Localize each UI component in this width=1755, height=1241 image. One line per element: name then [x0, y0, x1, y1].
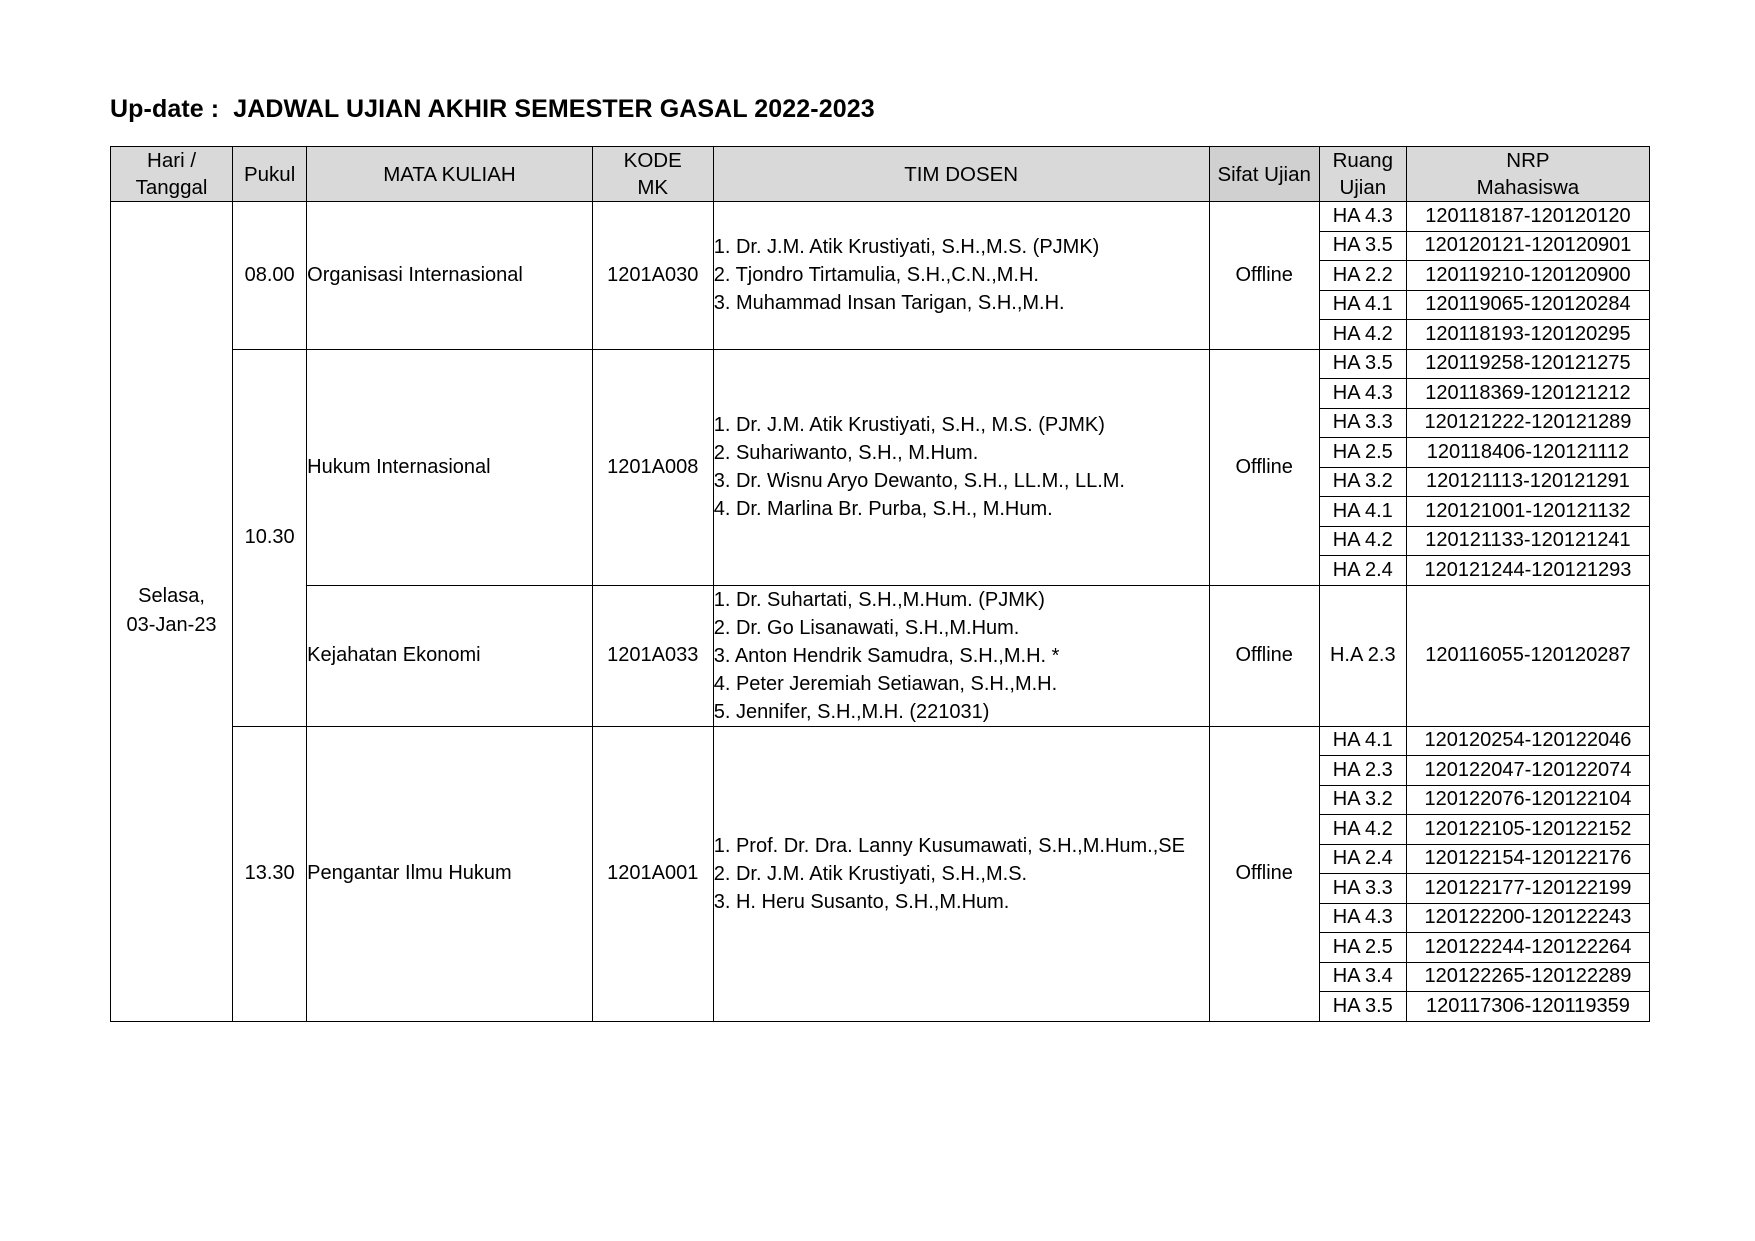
cell-ruang-ujian: HA 2.2 — [1319, 261, 1406, 291]
table-row — [111, 726, 1650, 756]
cell-ruang-ujian: HA 4.2 — [1319, 320, 1406, 350]
header-kode-line2: MK — [637, 176, 669, 200]
cell-nrp-mahasiswa: 120120121-120120901 — [1406, 231, 1649, 261]
cell-ruang-ujian: HA 3.2 — [1319, 785, 1406, 815]
cell-nrp-mahasiswa: 120122076-120122104 — [1406, 785, 1649, 815]
cell-nrp-mahasiswa: 120122200-120122243 — [1406, 903, 1649, 933]
dosen-line: 1. Dr. Suhartati, S.H.,M.Hum. (PJMK) — [713, 588, 1045, 611]
cell-ruang-ujian: HA 4.1 — [1319, 290, 1406, 320]
column-header-nrp-mahasiswa — [1406, 147, 1649, 202]
dosen-line: 3. Dr. Wisnu Aryo Dewanto, S.H., LL.M., LL.M. — [713, 470, 1125, 493]
dosen-line: 1. Dr. J.M. Atik Krustiyati, S.H., M.S. (PJMK) — [713, 414, 1105, 437]
cell-tim-dosen — [713, 585, 1209, 726]
cell-tim-dosen — [713, 202, 1209, 350]
cell-mata-kuliah: Hukum Internasional — [307, 349, 593, 585]
table-row — [111, 585, 1650, 726]
cell-mata-kuliah: Organisasi Internasional — [307, 202, 593, 350]
cell-nrp-mahasiswa: 120118187-120120120 — [1406, 202, 1649, 232]
cell-ruang-ujian: HA 4.1 — [1319, 726, 1406, 756]
cell-tim-dosen — [713, 349, 1209, 585]
cell-sifat-ujian: Offline — [1209, 585, 1319, 726]
column-header-mata-kuliah: MATA KULIAH — [307, 147, 593, 202]
cell-nrp-mahasiswa: 120121244-120121293 — [1406, 556, 1649, 586]
page-title — [110, 95, 1655, 124]
cell-nrp-mahasiswa: 120119210-120120900 — [1406, 261, 1649, 291]
column-header-kode-mk — [592, 147, 713, 202]
cell-kode-mk: 1201A030 — [592, 202, 713, 350]
cell-pukul: 08.00 — [233, 202, 307, 350]
column-header-hari-tanggal — [111, 147, 233, 202]
header-nrp-line1: NRP — [1506, 149, 1550, 172]
header-ruang-line2: Ujian — [1339, 176, 1387, 200]
cell-nrp-mahasiswa: 120122105-120122152 — [1406, 815, 1649, 845]
cell-hari-tanggal — [111, 202, 233, 1022]
cell-sifat-ujian: Offline — [1209, 349, 1319, 585]
cell-ruang-ujian: H.A 2.3 — [1319, 585, 1406, 726]
cell-nrp-mahasiswa: 120121001-120121132 — [1406, 497, 1649, 527]
cell-nrp-mahasiswa: 120122047-120122074 — [1406, 756, 1649, 786]
header-hari-line2: Tanggal — [135, 176, 208, 200]
cell-ruang-ujian: HA 4.3 — [1319, 903, 1406, 933]
cell-kode-mk: 1201A001 — [592, 726, 713, 1021]
cell-nrp-mahasiswa: 120121133-120121241 — [1406, 526, 1649, 556]
cell-nrp-mahasiswa: 120119258-120121275 — [1406, 349, 1649, 379]
dosen-line: 3. Muhammad Insan Tarigan, S.H.,M.H. — [713, 292, 1065, 315]
cell-ruang-ujian: HA 3.5 — [1319, 231, 1406, 261]
cell-ruang-ujian: HA 4.3 — [1319, 202, 1406, 232]
dosen-line: 3. Anton Hendrik Samudra, S.H.,M.H. * — [713, 644, 1060, 667]
cell-ruang-ujian: HA 3.5 — [1319, 992, 1406, 1022]
cell-nrp-mahasiswa: 120117306-120119359 — [1406, 992, 1649, 1022]
dosen-line: 1. Prof. Dr. Dra. Lanny Kusumawati, S.H.,M.Hum.,SE — [713, 834, 1185, 857]
cell-nrp-mahasiswa: 120121222-120121289 — [1406, 408, 1649, 438]
table-row — [111, 202, 1650, 232]
table-header — [111, 147, 1650, 202]
dosen-line: 5. Jennifer, S.H.,M.H. (221031) — [713, 700, 990, 723]
cell-pukul: 13.30 — [233, 726, 307, 1021]
cell-kode-mk: 1201A008 — [592, 349, 713, 585]
cell-nrp-mahasiswa: 120118369-120121212 — [1406, 379, 1649, 409]
dosen-line: 2. Dr. J.M. Atik Krustiyati, S.H.,M.S. — [713, 862, 1028, 885]
cell-nrp-mahasiswa: 120118406-120121112 — [1406, 438, 1649, 468]
table-body — [111, 202, 1650, 1022]
table-row — [111, 349, 1650, 379]
cell-nrp-mahasiswa: 120122244-120122264 — [1406, 933, 1649, 963]
cell-ruang-ujian: HA 4.2 — [1319, 815, 1406, 845]
header-kode-line1: KODE — [623, 149, 682, 172]
cell-tim-dosen — [713, 726, 1209, 1021]
column-header-sifat-ujian: Sifat Ujian — [1209, 147, 1319, 202]
column-header-ruang-ujian — [1319, 147, 1406, 202]
dosen-line: 2. Suhariwanto, S.H., M.Hum. — [713, 442, 979, 465]
cell-nrp-mahasiswa: 120122154-120122176 — [1406, 844, 1649, 874]
cell-nrp-mahasiswa: 120116055-120120287 — [1406, 585, 1649, 726]
cell-ruang-ujian: HA 3.4 — [1319, 962, 1406, 992]
header-ruang-line1: Ruang — [1332, 149, 1393, 172]
cell-mata-kuliah: Kejahatan Ekonomi — [307, 585, 593, 726]
cell-nrp-mahasiswa: 120120254-120122046 — [1406, 726, 1649, 756]
cell-sifat-ujian: Offline — [1209, 202, 1319, 350]
dosen-line: 4. Dr. Marlina Br. Purba, S.H., M.Hum. — [713, 498, 1053, 521]
cell-nrp-mahasiswa: 120122265-120122289 — [1406, 962, 1649, 992]
cell-ruang-ujian: HA 3.3 — [1319, 408, 1406, 438]
cell-mata-kuliah: Pengantar Ilmu Hukum — [307, 726, 593, 1021]
cell-ruang-ujian: HA 2.3 — [1319, 756, 1406, 786]
dosen-line: 1. Dr. J.M. Atik Krustiyati, S.H.,M.S. (PJMK) — [713, 236, 1100, 259]
dosen-line: 2. Tjondro Tirtamulia, S.H.,C.N.,M.H. — [713, 264, 1039, 287]
dosen-line: 2. Dr. Go Lisanawati, S.H.,M.Hum. — [713, 616, 1020, 639]
cell-ruang-ujian: HA 3.2 — [1319, 467, 1406, 497]
cell-ruang-ujian: HA 3.5 — [1319, 349, 1406, 379]
header-hari-line1: Hari / — [147, 149, 197, 172]
cell-pukul: 10.30 — [233, 349, 307, 726]
column-header-tim-dosen: TIM DOSEN — [713, 147, 1209, 202]
cell-nrp-mahasiswa: 120122177-120122199 — [1406, 874, 1649, 904]
cell-nrp-mahasiswa: 120119065-120120284 — [1406, 290, 1649, 320]
header-row — [111, 147, 1650, 202]
day-date: 03-Jan-23 — [126, 614, 217, 637]
cell-ruang-ujian: HA 2.5 — [1319, 438, 1406, 468]
cell-ruang-ujian: HA 2.4 — [1319, 556, 1406, 586]
cell-ruang-ujian: HA 2.5 — [1319, 933, 1406, 963]
day-name: Selasa, — [138, 584, 205, 607]
cell-ruang-ujian: HA 4.3 — [1319, 379, 1406, 409]
cell-nrp-mahasiswa: 120118193-120120295 — [1406, 320, 1649, 350]
column-header-pukul: Pukul — [233, 147, 307, 202]
dosen-line: 3. H. Heru Susanto, S.H.,M.Hum. — [713, 890, 1010, 913]
cell-ruang-ujian: HA 4.2 — [1319, 526, 1406, 556]
title-prefix: Up-date : — [110, 95, 220, 123]
cell-ruang-ujian: HA 3.3 — [1319, 874, 1406, 904]
dosen-line: 4. Peter Jeremiah Setiawan, S.H.,M.H. — [713, 672, 1058, 695]
exam-schedule-table — [110, 146, 1650, 1022]
cell-kode-mk: 1201A033 — [592, 585, 713, 726]
cell-sifat-ujian: Offline — [1209, 726, 1319, 1021]
cell-nrp-mahasiswa: 120121113-120121291 — [1406, 467, 1649, 497]
header-nrp-line2: Mahasiswa — [1476, 176, 1580, 200]
title-text: JADWAL UJIAN AKHIR SEMESTER GASAL 2022-2023 — [233, 95, 875, 123]
cell-ruang-ujian: HA 2.4 — [1319, 844, 1406, 874]
cell-ruang-ujian: HA 4.1 — [1319, 497, 1406, 527]
